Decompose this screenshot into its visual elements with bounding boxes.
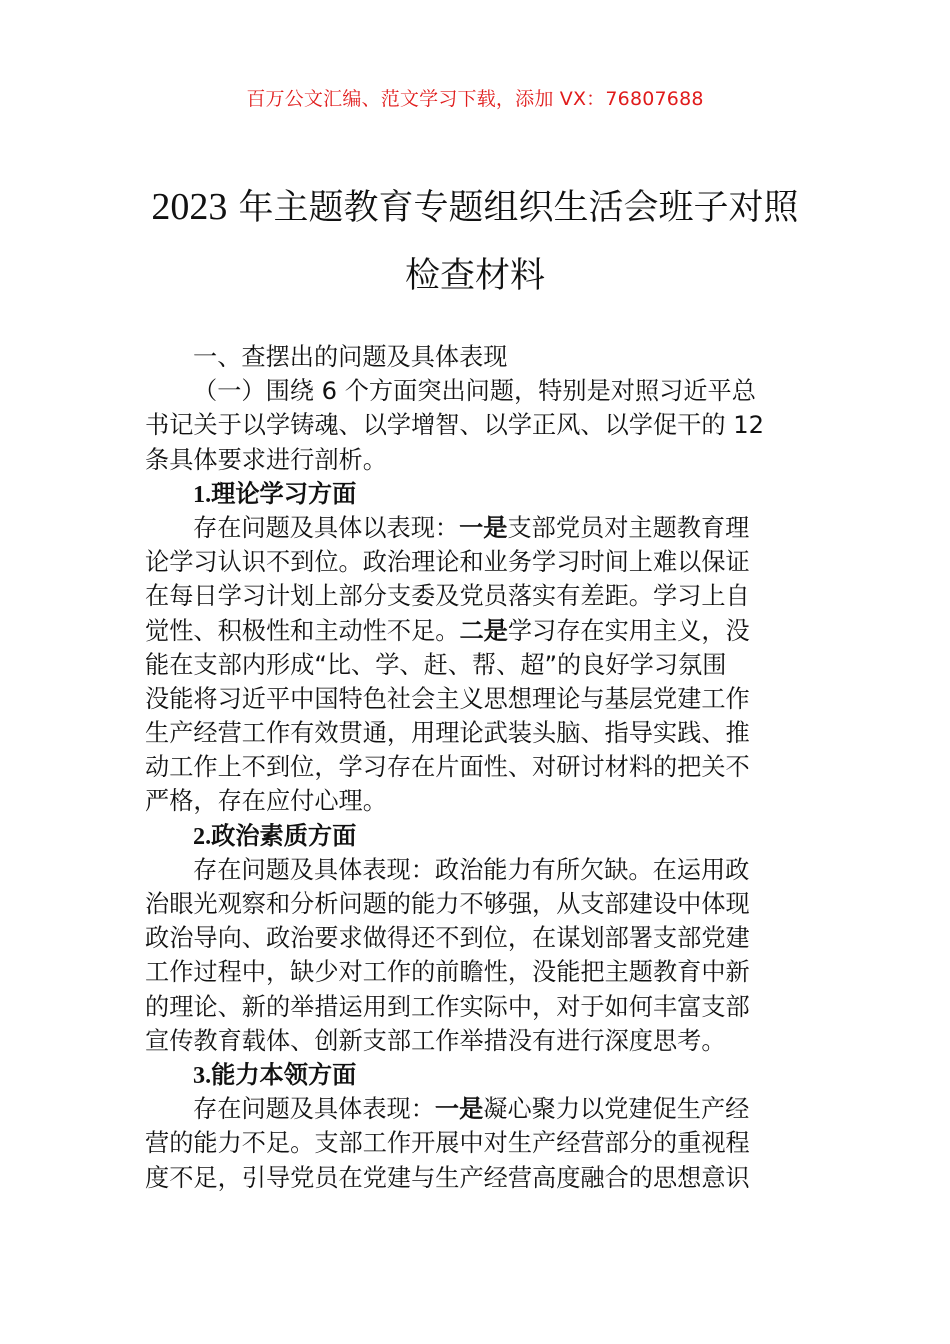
title-text: 年主题教育专题组织生活会班子对照 <box>227 188 799 228</box>
promo-banner: 百万公文汇编、范文学习下载，添加 VX：76807688 <box>246 88 704 110</box>
paragraph-line: （一）围绕 6 个方面突出问题，特别是对照习近平总 <box>193 377 756 406</box>
paragraph-line: 工作过程中，缺少对工作的前瞻性，没能把主题教育中新 <box>145 958 750 987</box>
item-heading-1: 1.理论学习方面 <box>193 479 357 508</box>
paragraph-line: 宣传教育载体、创新支部工作举措没有进行深度思考。 <box>145 1026 726 1055</box>
emphasis: 一是 <box>459 513 508 542</box>
paragraph-line: 在每日学习计划上部分支委及党员落实有差距。学习上自 <box>145 582 750 611</box>
paragraph-line: 政治导向、政治要求做得还不到位，在谋划部署支部党建 <box>145 924 750 953</box>
paragraph-line: 条具体要求进行剖析。 <box>145 445 387 474</box>
paragraph-line: 没能将习近平中国特色社会主义思想理论与基层党建工作 <box>145 684 750 713</box>
item-heading-2: 2.政治素质方面 <box>193 821 357 850</box>
paragraph-line: 觉性、积极性和主动性不足。二是学习存在实用主义，没 <box>145 616 750 645</box>
paragraph-line: 的理论、新的举措运用到工作实际中，对于如何丰富支部 <box>145 992 750 1021</box>
item-heading-3: 3.能力本领方面 <box>193 1060 357 1089</box>
paragraph-line: 生产经营工作有效贯通，用理论武装头脑、指导实践、推 <box>145 719 750 748</box>
paragraph-line: 论学习认识不到位。政治理论和业务学习时间上难以保证 <box>145 548 750 577</box>
paragraph-line: 动工作上不到位，学习存在片面性、对研讨材料的把关不 <box>145 753 750 782</box>
document-title-line-2: 检查材料 <box>404 256 545 296</box>
title-year: 2023 <box>151 186 228 228</box>
paragraph-line: 治眼光观察和分析问题的能力不够强，从支部建设中体现 <box>145 890 750 918</box>
paragraph-line: 营的能力不足。支部工作开展中对生产经营部分的重视程 <box>145 1129 750 1158</box>
emphasis: 二是 <box>459 616 508 645</box>
paragraph-line: 能在支部内形成“比、学、赶、帮、超”的良好学习氛围 <box>145 650 727 679</box>
section-heading: 一、查摆出的问题及具体表现 <box>193 343 508 371</box>
paragraph-line: 书记关于以学铸魂、以学增智、以学正风、以学促干的 12 <box>145 411 764 440</box>
document-body <box>145 340 810 1195</box>
paragraph-line: 存在问题及具体表现：一是凝心聚力以党建促生产经 <box>193 1095 750 1124</box>
emphasis: 一是 <box>434 1095 484 1124</box>
paragraph-line: 存在问题及具体以表现：一是支部党员对主题教育理 <box>193 513 750 542</box>
document-title-line-1 <box>0 180 950 230</box>
paragraph-line: 存在问题及具体表现：政治能力有所欠缺。在运用政 <box>193 855 750 884</box>
paragraph-line: 严格，存在应付心理。 <box>145 787 387 816</box>
paragraph-line: 度不足，引导党员在党建与生产经营高度融合的思想意识 <box>145 1163 750 1192</box>
